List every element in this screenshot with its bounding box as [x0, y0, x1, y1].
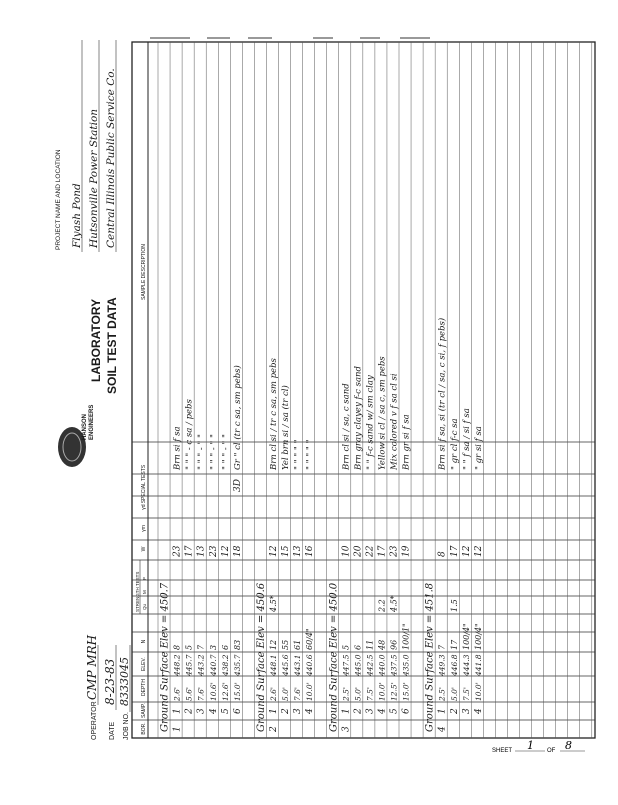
cell-samp: 3 — [196, 708, 207, 714]
cell-elev: 441.8 — [473, 654, 483, 676]
cell-samp: 1 — [437, 708, 448, 714]
cell-samp: 2 — [449, 708, 460, 714]
cell-description: " " f-c sand w/ sm clay — [365, 375, 376, 470]
cell-samp: 5 — [220, 708, 231, 714]
cell-w: 20 — [353, 545, 364, 557]
cell-n: 8 — [172, 644, 182, 650]
col-bor: BOR. — [141, 722, 147, 735]
company-line1: HANSON — [82, 413, 88, 440]
cell-n: 55 — [281, 639, 291, 650]
boring-header: Ground Surface Elev = 450.7 — [159, 582, 171, 732]
operator-label: OPERATOR — [91, 701, 98, 740]
cell-w: 19 — [401, 545, 412, 557]
cell-w: 23 — [172, 545, 183, 557]
cell-samp: 2 — [353, 708, 364, 714]
cell-n: 100/1" — [401, 623, 411, 650]
boring-header: Ground Surface Elev = 451.8 — [424, 582, 436, 732]
cell-n: 61 — [293, 639, 303, 650]
col-p: P — [142, 576, 147, 580]
cell-qu: 2.2 — [377, 599, 387, 612]
cell-depth: 12.5' — [389, 682, 399, 701]
cell-bor: 3 — [341, 726, 352, 732]
cell-n: 7 — [437, 644, 447, 650]
cell-elev: 442.5 — [365, 654, 375, 676]
cell-description: Brn si f sa, si (tr cl / sa, c si, f pebs) — [437, 317, 448, 470]
cell-qu: 4.5* — [269, 595, 278, 612]
cell-samp: 4 — [208, 708, 219, 714]
cell-n: 17 — [449, 639, 459, 650]
col-gamma-m: γm — [141, 525, 147, 532]
cell-w: 17 — [184, 545, 195, 557]
cell-elev: 447.5 — [341, 654, 351, 676]
cell-n: 60/4" — [305, 628, 315, 650]
cell-n: 100/4" — [473, 623, 483, 650]
cell-depth: 10.0' — [473, 682, 483, 701]
operator-value: CMP MRH — [85, 634, 99, 700]
cell-depth: 2.5' — [341, 687, 351, 701]
cell-description: Brn cl si / sa, c sand — [341, 383, 352, 470]
cell-bor: 1 — [172, 726, 183, 732]
cell-description: " " " " " — [293, 439, 304, 470]
cell-elev: 446.8 — [449, 654, 459, 676]
col-w: W — [141, 546, 147, 552]
cell-elev: 435.0 — [401, 654, 411, 676]
cell-w: 16 — [305, 545, 316, 557]
cell-description: Mix colored v f sa cl si — [389, 373, 400, 470]
cell-elev: 435.7 — [232, 654, 242, 676]
cell-w: 23 — [208, 545, 219, 557]
cell-special: 3D — [232, 479, 243, 492]
boring-header: Ground Surface Elev = 450.6 — [255, 582, 267, 732]
cell-description: " " " - " " — [208, 434, 219, 470]
col-sample-description: SAMPLE DESCRIPTION — [141, 244, 147, 300]
cell-depth: 5.0' — [353, 687, 363, 701]
cell-w: 12 — [269, 545, 279, 557]
cell-n: 5 — [184, 644, 194, 650]
cell-samp: 2 — [281, 708, 292, 714]
cell-w: 12 — [220, 545, 231, 557]
cell-elev: 443.2 — [196, 654, 206, 676]
cell-bor: 2 — [269, 726, 279, 732]
job-value: 8333045 — [118, 657, 131, 706]
cell-depth: 12.6' — [220, 682, 230, 701]
cell-n: 48 — [377, 639, 387, 650]
cell-description: " " f sa / si f sa — [461, 408, 472, 470]
cell-w: 12 — [461, 545, 472, 557]
cell-elev: 448.2 — [172, 654, 182, 676]
cell-depth: 2.6' — [269, 687, 278, 701]
company-line2: ENGINEERS — [89, 404, 95, 440]
cell-w: 15 — [281, 545, 292, 557]
cell-w: 13 — [293, 545, 304, 557]
job-label: JOB NO. — [123, 711, 130, 740]
cell-description: " " " " " — [305, 439, 316, 470]
sheet-total: 8 — [565, 739, 572, 752]
cell-description: " " " - " " — [196, 434, 207, 470]
cell-elev: 443.1 — [293, 654, 303, 676]
cell-n: 83 — [232, 639, 242, 650]
cell-elev: 448.1 — [269, 654, 278, 676]
cell-n: 6 — [220, 644, 230, 650]
cell-elev: 444.3 — [461, 654, 471, 676]
cell-depth: 2.5' — [437, 687, 447, 701]
cell-elev: 438.2 — [220, 654, 230, 676]
cell-description: Yel brn si / sa (tr cl) — [281, 385, 292, 470]
cell-depth: 15.0' — [232, 682, 242, 701]
cell-description: " gr cl f-c sa — [449, 418, 460, 470]
cell-samp: 6 — [232, 708, 243, 714]
cell-description: " " " - " " — [220, 434, 231, 470]
cell-n: 5 — [341, 644, 351, 650]
cell-w: 22 — [365, 545, 376, 557]
cell-description: Brn gr si f sa — [401, 414, 412, 470]
cell-samp: 1 — [341, 708, 352, 714]
cell-depth: 10.0' — [305, 682, 315, 701]
cell-w: 8 — [437, 551, 448, 557]
sheet-number: 1 — [527, 739, 534, 752]
cell-depth: 2.6' — [172, 687, 182, 701]
project-label: PROJECT NAME AND LOCATION — [55, 149, 62, 250]
cell-samp: 6 — [401, 708, 412, 714]
cell-depth: 7.5' — [365, 687, 375, 701]
cell-w: 13 — [196, 545, 207, 557]
cell-samp: 3 — [461, 708, 472, 714]
cell-description: " " " - c sa / pebs — [184, 399, 195, 470]
cell-samp: 4 — [473, 708, 484, 714]
cell-depth: 7.6' — [196, 687, 206, 701]
col-qu: Qu — [142, 603, 147, 610]
cell-bor: 4 — [437, 726, 448, 732]
cell-n: 100/4" — [461, 623, 471, 650]
cell-w: 10 — [341, 545, 352, 557]
cell-elev: 445.0 — [353, 654, 363, 676]
cell-n: 7 — [196, 644, 206, 650]
col-m: M — [142, 590, 147, 594]
col-gamma-d: γd — [141, 504, 147, 510]
cell-samp: 3 — [293, 708, 304, 714]
cell-description: " gr si f sa — [473, 426, 484, 470]
cell-elev: 440.6 — [305, 654, 315, 676]
cell-description: Brn gray clayey f-c sand — [353, 366, 364, 470]
cell-description: Brn cl si / tr c sa, sm pebs — [269, 358, 279, 470]
cell-samp: 1 — [269, 708, 279, 714]
date-value: 8-23-83 — [103, 658, 117, 705]
project-line-3: Central Illinois Public Service Co. — [105, 68, 117, 248]
cell-description: Yellow si cl / sa c, sm pebs — [377, 356, 388, 470]
cell-n: 12 — [269, 639, 278, 650]
cell-depth: 7.6' — [293, 687, 303, 701]
cell-depth: 5.0' — [281, 687, 291, 701]
cell-qu: 4.5* — [389, 595, 399, 612]
cell-n: 96 — [389, 639, 399, 650]
sheet-label: SHEET — [492, 748, 513, 754]
cell-n: 6 — [353, 644, 363, 650]
cell-w: 17 — [377, 545, 388, 557]
cell-samp: 2 — [184, 708, 195, 714]
cell-w: 12 — [473, 545, 484, 557]
cell-w: 23 — [389, 545, 400, 557]
date-label: DATE — [109, 721, 116, 740]
table-frame — [132, 42, 595, 738]
col-strength-tests: STRENGTH TESTS — [135, 571, 140, 612]
cell-elev: 445.6 — [281, 654, 291, 676]
cell-elev: 437.5 — [389, 654, 399, 676]
boring-header: Ground Surface Elev = 450.0 — [328, 582, 340, 732]
title-line2: SOIL TEST DATA — [105, 297, 119, 394]
of-label: OF — [547, 748, 556, 754]
cell-samp: 5 — [389, 708, 400, 714]
cell-n: 3 — [208, 644, 218, 650]
cell-depth: 5.6' — [184, 687, 194, 701]
cell-elev: 445.7 — [184, 654, 194, 676]
cell-depth: 7.5' — [461, 687, 471, 701]
title-line1: LABORATORY — [89, 298, 103, 382]
cell-depth: 5.0' — [449, 687, 459, 701]
cell-elev: 440.0 — [377, 654, 387, 676]
cell-samp: 4 — [305, 708, 316, 714]
project-line-2: Hutsonville Power Station — [88, 108, 100, 248]
cell-n: 11 — [365, 639, 375, 650]
col-n: N — [141, 639, 147, 644]
cell-samp: 1 — [172, 708, 183, 714]
cell-samp: 4 — [377, 708, 388, 714]
cell-qu: 1.5 — [449, 599, 459, 612]
cell-description: Brn si f sa — [172, 426, 183, 470]
cell-w: 18 — [232, 545, 243, 557]
col-elev: ELEV. — [141, 657, 147, 671]
col-samp: SAMP. — [141, 703, 147, 718]
cell-depth: 10.0' — [377, 682, 387, 701]
cell-elev: 449.3 — [437, 654, 447, 676]
cell-description: Gr " cl (tr c sa, sm pebs) — [232, 365, 243, 470]
project-line-1: Flyash Pond — [71, 183, 83, 248]
cell-w: 17 — [449, 545, 460, 557]
cell-depth: 10.6' — [208, 682, 218, 701]
col-depth: DEPTH — [141, 679, 147, 696]
cell-depth: 15.0' — [401, 682, 411, 701]
cell-samp: 3 — [365, 708, 376, 714]
cell-elev: 440.7 — [208, 654, 218, 676]
col-special: SPECIAL TESTS — [141, 464, 147, 504]
